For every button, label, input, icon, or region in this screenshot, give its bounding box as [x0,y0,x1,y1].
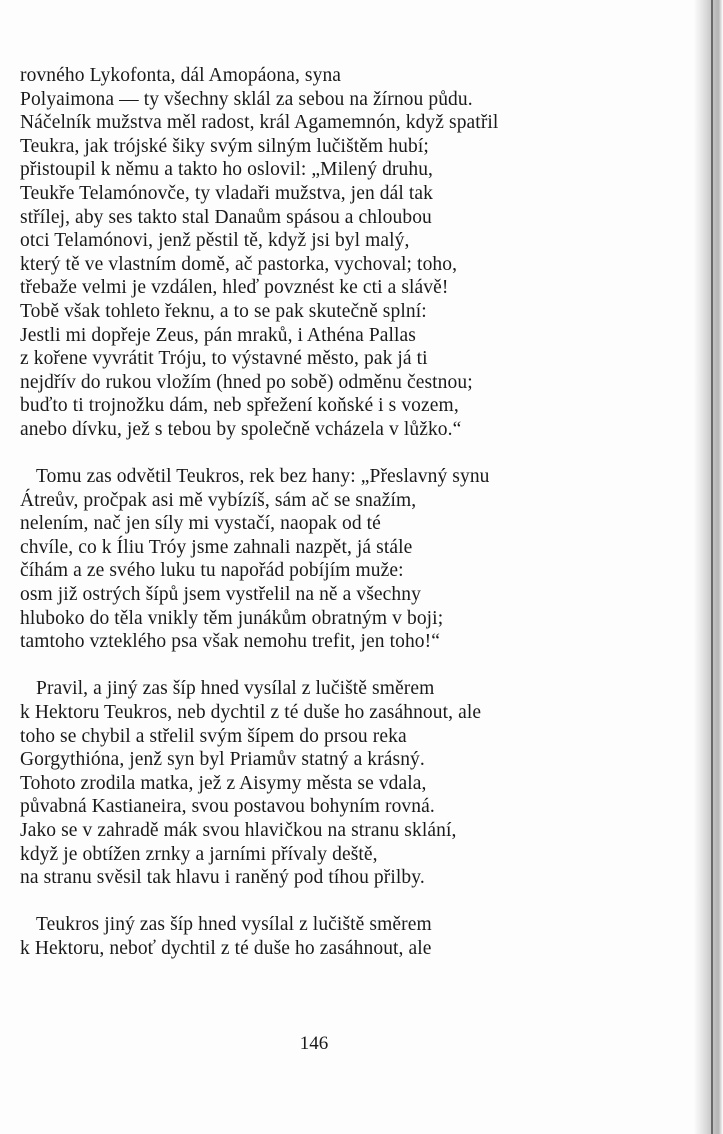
text-line: otci Telamónovi, jenž pěstil tě, když jsi byl malý, [20,230,410,252]
text-line: tamtoho vzteklého psa však nemohu trefit, jen toho!“ [20,631,441,653]
text-line: anebo dívku, jež s tebou by společně vcházela v lůžko.“ [20,418,462,440]
text-line: Náčelník mužstva měl radost, král Agamemnón, když spatřil [20,112,499,134]
text-line: Teukře Telamónovče, ty vladaři mužstva, jen dál tak [20,182,433,204]
text-line: Teukra, jak trójské šiky svým silným lučištěm hubí; [20,135,429,157]
text-line: nelením, nač jen síly mi vystačí, naopak od té [20,513,381,535]
text-line: Tomu zas odvětil Teukros, rek bez hany: „Přeslavný synu [36,466,490,488]
page-number: 146 [299,1033,329,1054]
page-gutter-shadow [693,0,723,1134]
text-line: střílej, aby ses takto stal Danaům spásou a chloubou [20,206,432,228]
text-line: k Hektoru Teukros, neb dychtil z té duše ho zasáhnout, ale [20,702,482,724]
text-line: Jestli mi dopřeje Zeus, pán mraků, i Athéna Pallas [20,324,416,346]
text-line: z kořene vyvrátit Tróju, to výstavné město, pak já ti [20,348,428,370]
text-line: buďto ti trojnožku dám, neb spřežení koňské i s vozem, [20,395,459,417]
text-line: Teukros jiný zas šíp hned vysílal z lučiště směrem [36,914,432,936]
text-line: Jako se v zahradě mák svou hlavičkou na stranu sklání, [20,820,457,841]
text-line: nejdřív do rukou vložím (hned po sobě) odměnu čestnou; [20,371,473,393]
text-line: k Hektoru, neboť dychtil z té duše ho zasáhnout, ale [20,937,432,959]
stanza-2 [20,465,660,654]
stanza-1 [20,64,660,442]
text-line: chvíle, co k Íliu Tróy jsme zahnali nazpět, já stále [20,536,413,558]
text-line: číhám a ze svého luku tu napořád pobíjím muže: [20,560,404,582]
text-line: Gorgythióna, jenž syn byl Priamův statný a krásný. [20,749,425,771]
stanza-4 [20,913,660,960]
text-line: Tohoto zrodila matka, jež z Aisymy města se vdala, [20,772,427,794]
stanza-3 [20,677,660,889]
text-line: Átreův, pročpak asi mě vybízíš, sám ač se snažím, [20,489,417,511]
text-line: osm již ostrých šípů jsem vystřelil na ně a všechny [20,584,421,606]
text-line: toho se chybil a střelil svým šípem do prsou reka [20,725,407,747]
text-line: když je obtížen zrnky a jarními přívaly deště, [20,843,378,865]
text-line: Polyaimona — ty všechny sklál za sebou na žírnou půdu. [20,88,473,110]
text-line: který tě ve vlastním domě, ač pastorka, vychoval; toho, [20,253,458,275]
text-line: třebaže velmi je vzdálen, hleď povznést ke cti a slávě! [20,277,449,299]
text-line: Pravil, a jiný zas šíp hned vysílal z lučiště směrem [36,678,435,700]
text-line: přistoupil k němu a takto ho oslovil: „Milený druhu, [20,159,434,181]
page-binding-edge [711,0,713,1134]
text-line: rovného Lykofonta, dál Amopáona, syna [20,65,342,86]
text-line: na stranu svěsil tak hlavu i raněný pod tíhou přilby. [20,867,425,889]
text-line: hluboko do těla vnikly těm junákům obratným v boji; [20,607,444,629]
text-line: Tobě však tohleto řeknu, a to se pak skutečně splní: [20,300,427,322]
text-line: půvabná Kastianeira, svou postavou bohyním rovná. [20,796,435,818]
poem-text [20,64,660,961]
